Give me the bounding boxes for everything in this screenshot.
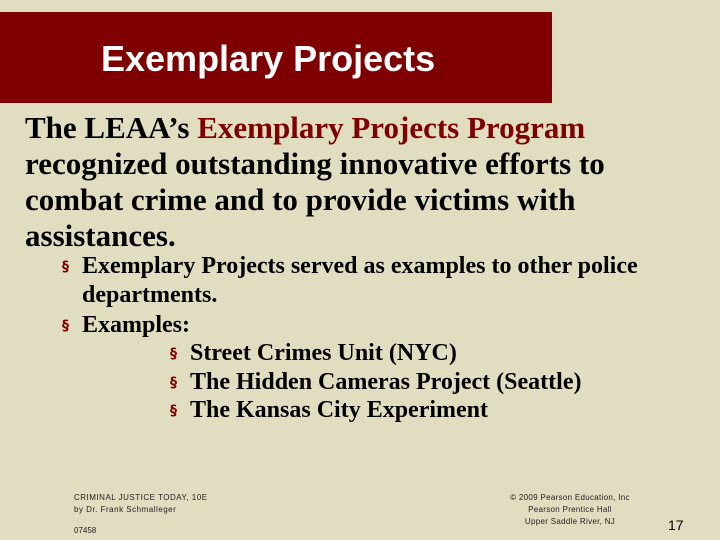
sub-bullet-text: The Kansas City Experiment <box>190 397 489 423</box>
sub-bullet-item <box>170 339 457 369</box>
intro-text-after: recognized outstanding innovative efforts to combat crime and to provide victims with assistances. <box>25 146 605 253</box>
bullet-marker: § <box>62 259 69 275</box>
bullet-marker: § <box>170 403 177 419</box>
footer-book-info <box>74 492 208 516</box>
copyright-line: © 2009 Pearson Education, Inc <box>510 493 630 502</box>
footer-book-title: CRIMINAL JUSTICE TODAY, 10E <box>74 493 208 502</box>
intro-text-before: The LEAA’s <box>25 110 198 145</box>
bullet-marker: § <box>62 318 69 334</box>
location-line: Upper Saddle River, NJ <box>524 517 616 526</box>
footer-code: 07458 <box>74 526 97 535</box>
sub-bullet-text: Street Crimes Unit (NYC) <box>190 340 457 366</box>
bullet-text: Exemplary Projects served as examples to other police departments. <box>82 253 638 308</box>
bullet-text: Examples: <box>82 312 190 338</box>
footer-author: by Dr. Frank Schmalleger <box>74 505 177 514</box>
sub-bullet-item <box>170 368 581 398</box>
bullet-item <box>62 311 692 341</box>
footer-copyright <box>495 492 645 528</box>
page-number: 17 <box>668 517 684 533</box>
bullet-marker: § <box>170 346 177 362</box>
slide-title: Exemplary Projects <box>101 38 436 79</box>
sub-bullet-item <box>170 396 488 426</box>
sub-bullet-text: The Hidden Cameras Project (Seattle) <box>190 369 582 395</box>
bullet-item <box>62 252 692 310</box>
publisher-line: Pearson Prentice Hall <box>528 505 612 514</box>
intro-highlight: Exemplary Projects Program <box>197 110 586 145</box>
bullet-marker: § <box>170 375 177 391</box>
intro-paragraph <box>25 110 705 254</box>
